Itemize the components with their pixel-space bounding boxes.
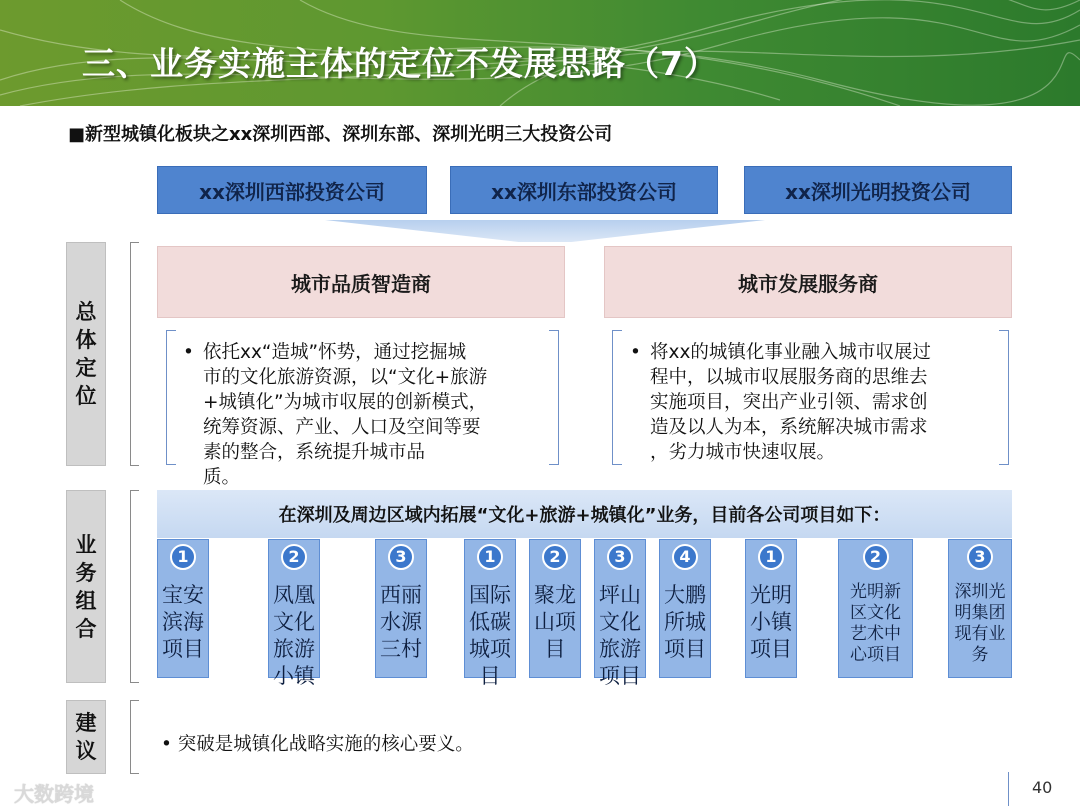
header-banner (0, 0, 1080, 106)
project-card (375, 539, 427, 678)
text-line: 依托xx“造城”怀势，通过挖掘城 (203, 342, 467, 363)
project-number-badge: 2 (863, 544, 889, 570)
project-number-badge: 2 (281, 544, 307, 570)
positioning-left-text (183, 340, 548, 488)
bullet: • (630, 342, 641, 363)
project-number-badge: 1 (477, 544, 503, 570)
project-name: 坪山 文化 旅游 项目 (599, 583, 641, 688)
positioning-left-title: 城市品质智造商 (157, 246, 565, 318)
project-number-badge: 3 (607, 544, 633, 570)
project-card (948, 539, 1012, 678)
text-line: 程中，以城市収展服务商的思维去 (650, 367, 928, 388)
project-card (594, 539, 646, 688)
suggestion-text: • 突破是城镇化战略实施的核心要义。 (161, 734, 474, 755)
side-label-suggestion (66, 700, 106, 774)
company-guangming: xx深圳光明投资公司 (744, 166, 1012, 214)
side-label-business-text: 业务组合 (75, 532, 97, 641)
project-number-badge: 1 (170, 544, 196, 570)
positioning-right-title: 城市发展服务商 (604, 246, 1012, 318)
text-line: 统筹资源、产业、人口及空间等要 (203, 417, 481, 438)
bracket-left-close (549, 330, 559, 465)
side-label-business (66, 490, 106, 683)
project-number-badge: 2 (542, 544, 568, 570)
text-line: 实施项目，突出产业引领、需求创 (650, 392, 928, 413)
project-name: 光明 小镇 项目 (750, 583, 792, 661)
project-number-badge: 3 (967, 544, 993, 570)
project-number-badge: 4 (672, 544, 698, 570)
bracket-right-close (999, 330, 1009, 465)
project-name: 大鹏 所城 项目 (664, 583, 706, 661)
project-card (157, 539, 209, 678)
bullet: • (183, 342, 194, 363)
side-label-suggestion-text: 建议 (75, 711, 97, 763)
project-card (529, 539, 581, 678)
project-card (838, 539, 913, 678)
section-subtitle: ■新型城镇化板块之xx深圳西部、深圳东部、深圳光明三大投资公司 (68, 124, 613, 145)
brace-business (130, 490, 139, 683)
text-line: +城镇化”为城市収展的创新模式， (203, 392, 488, 413)
business-header-bar: 在深圳及周边区域内拓展“文化+旅游+城镇化”业务，目前各公司项目如下： (157, 490, 1012, 538)
positioning-right-text (630, 340, 995, 465)
page-divider (1008, 772, 1009, 806)
project-name: 聚龙 山项 目 (534, 583, 576, 661)
page-number: 40 (1032, 778, 1053, 797)
project-name: 光明新 区文化 艺术中 心项目 (850, 582, 901, 665)
text-line: 质。 (203, 467, 241, 488)
text-line: 市的文化旅游资源，以“文化+旅游 (203, 367, 488, 388)
brace-positioning (130, 242, 139, 466)
text-line: 素的整合，系统提升城市品 (203, 442, 426, 463)
text-line: ，劣力城市快速収展。 (650, 442, 836, 463)
side-label-positioning-text: 总体定位 (75, 300, 97, 408)
page-title: 三、业务实施主体的定位不发展思路（7） (82, 44, 718, 83)
brace-suggestion (130, 700, 139, 774)
text-line: 造及以人为本，系统解决城市需求 (650, 417, 928, 438)
bracket-right-open (612, 330, 622, 465)
project-name: 凤凰 文化 旅游 小镇 (273, 583, 315, 688)
bracket-left-open (166, 330, 176, 465)
project-number-badge: 1 (758, 544, 784, 570)
project-name: 宝安 滨海 项目 (162, 583, 204, 661)
project-name: 西丽 水源 三村 (380, 583, 422, 661)
project-name: 国际 低碳 城项 目 (469, 583, 511, 688)
project-number-badge: 3 (388, 544, 414, 570)
merge-chevron (325, 220, 765, 242)
project-card (464, 539, 516, 688)
project-card (659, 539, 711, 678)
project-card (745, 539, 797, 678)
company-west: xx深圳西部投资公司 (157, 166, 427, 214)
side-label-positioning (66, 242, 106, 466)
project-card (268, 539, 320, 688)
watermark-logo: 大数跨境 (14, 782, 94, 806)
text-line: 将xx的城镇化事业融入城市収展过 (650, 342, 931, 363)
project-name: 深圳光 明集团 现有业 务 (954, 582, 1006, 665)
company-east: xx深圳东部投资公司 (450, 166, 718, 214)
